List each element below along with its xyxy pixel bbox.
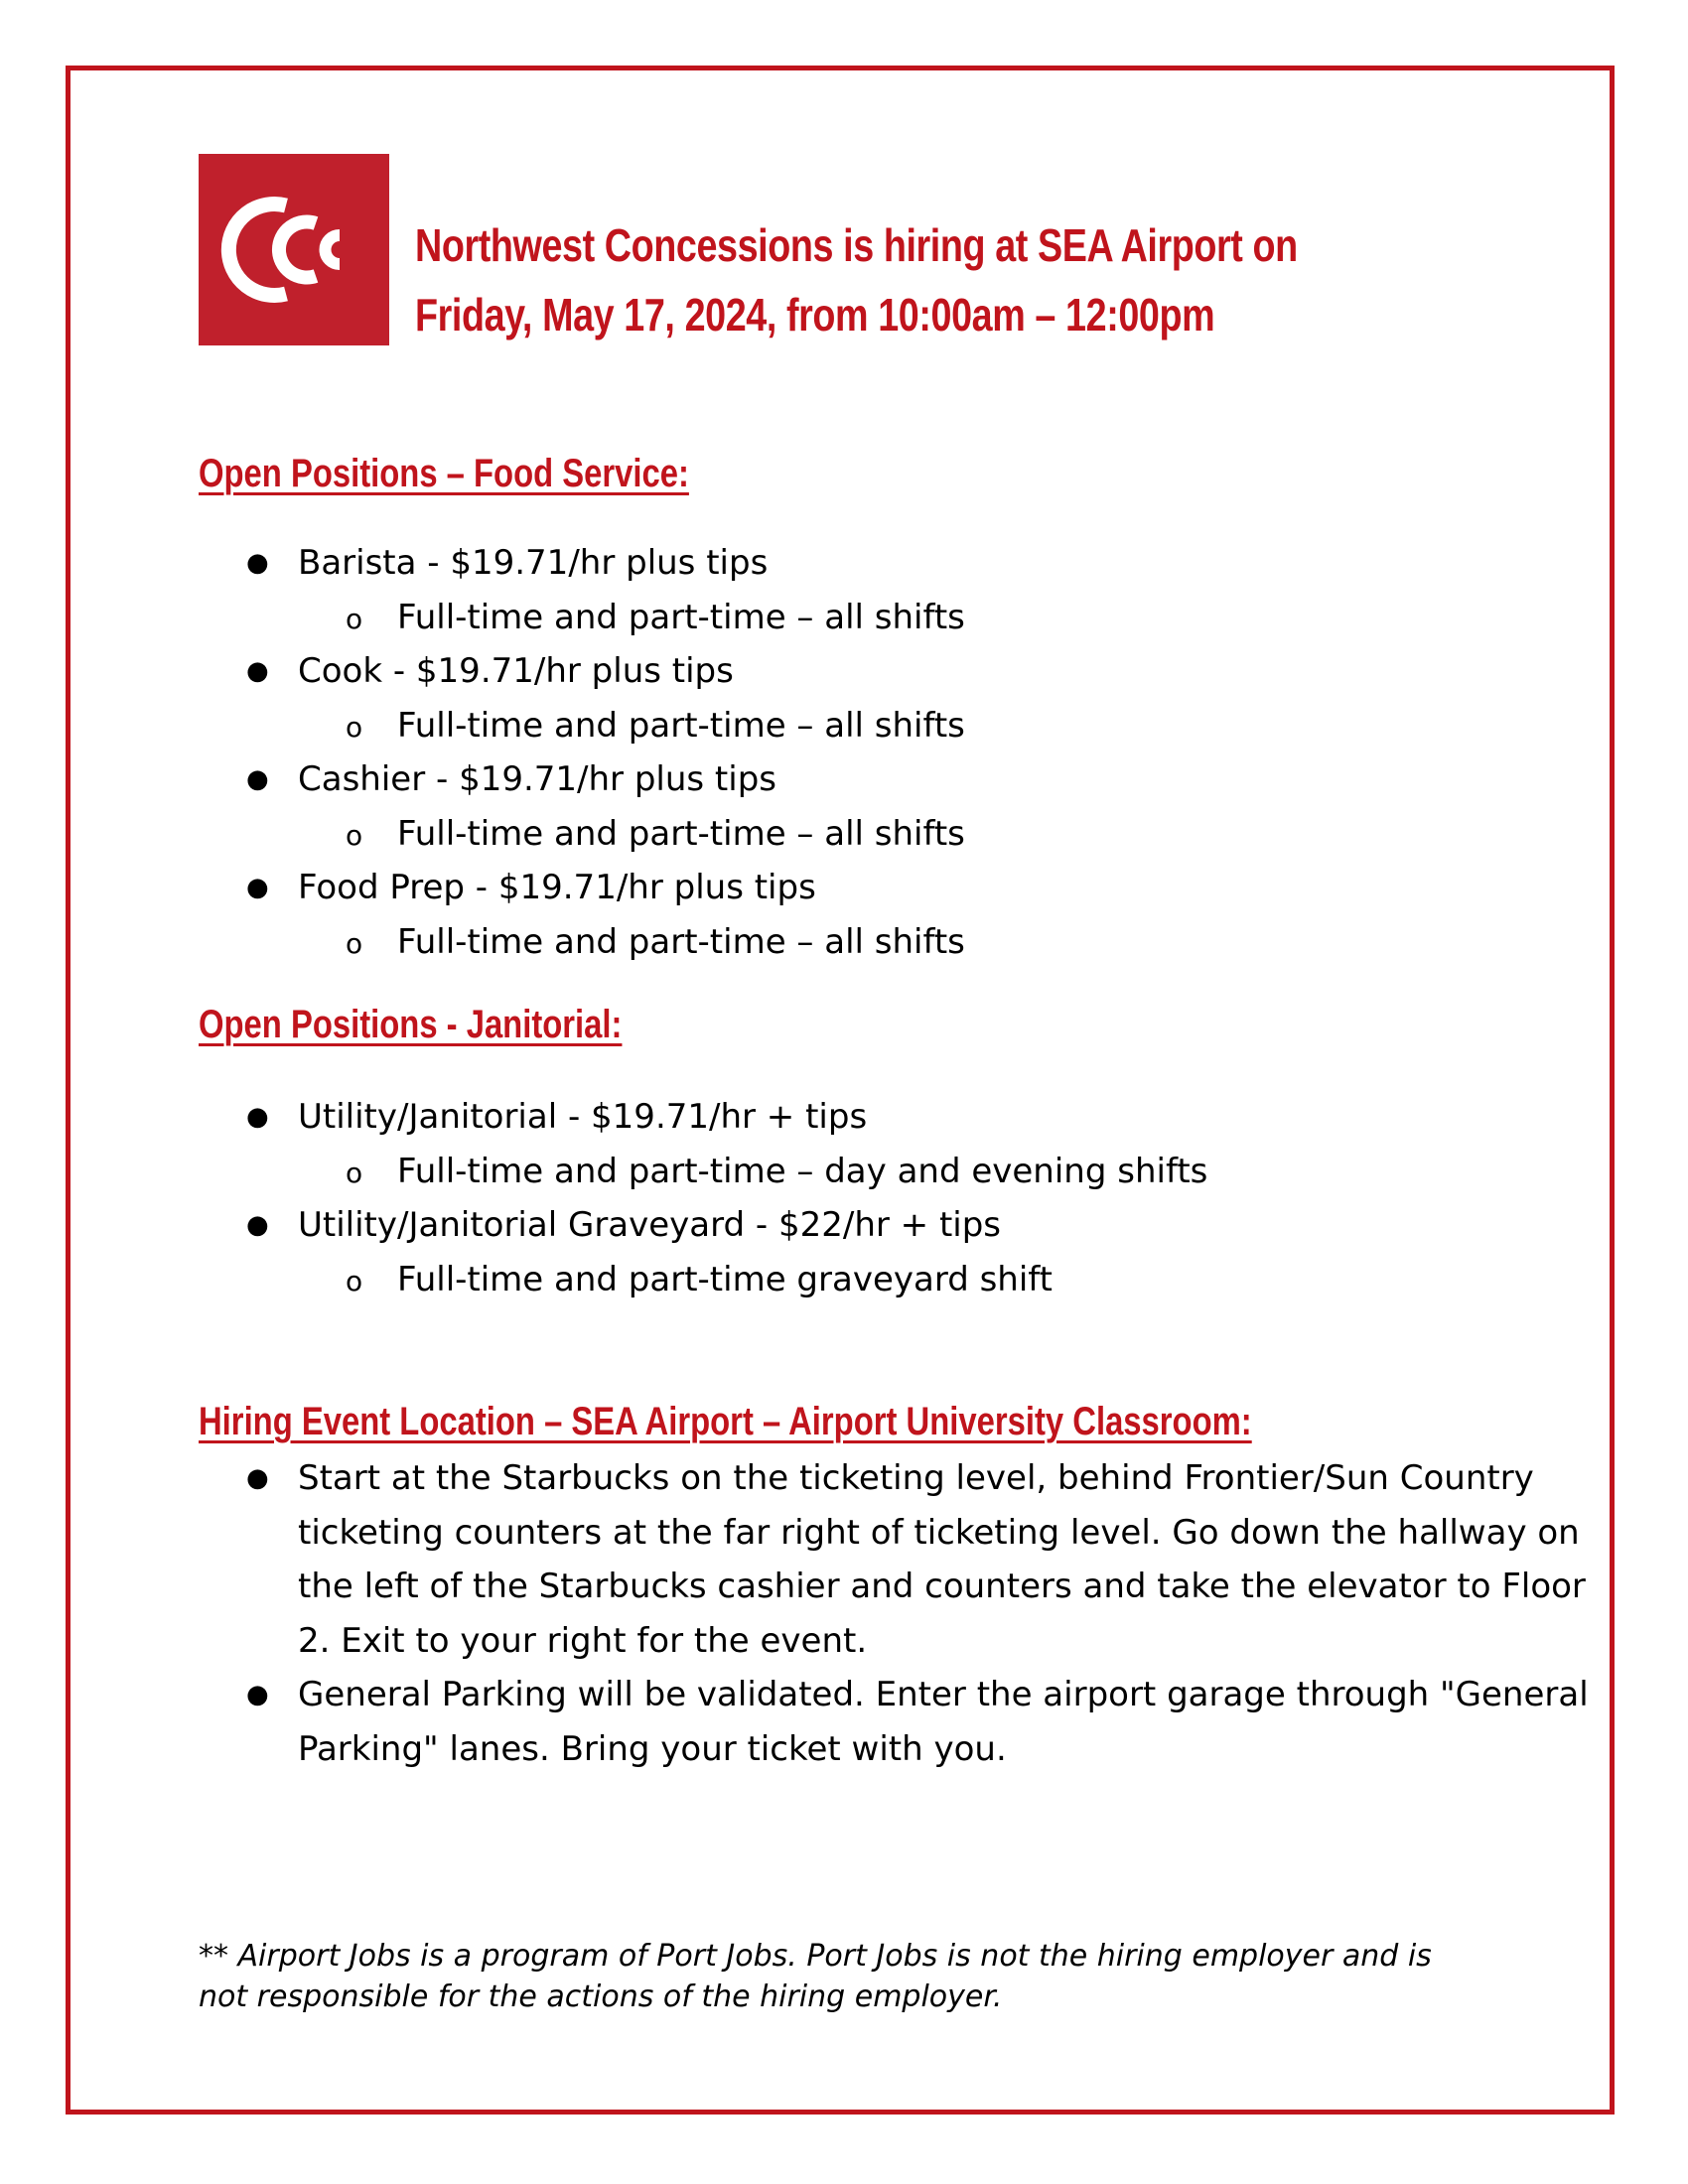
circle-bullet-icon: o [346, 926, 363, 960]
company-logo [199, 154, 389, 345]
position-detail: Full-time and part-time – all shifts [397, 813, 965, 854]
bullet-icon: ● [246, 656, 269, 686]
bullet-icon: ● [246, 764, 269, 794]
bullet-icon: ● [246, 1463, 269, 1493]
headline-line-1: Northwest Concessions is hiring at SEA Airport on [415, 219, 1298, 271]
list-item [199, 861, 1609, 915]
janitorial-list [199, 1090, 1609, 1306]
position-title: Cashier - $19.71/hr plus tips [298, 759, 776, 799]
list-item [199, 1668, 1589, 1776]
position-detail: Full-time and part-time graveyard shift [397, 1259, 1053, 1299]
food-service-list [199, 536, 1609, 969]
circle-bullet-icon: o [346, 710, 363, 744]
bullet-icon: ● [246, 873, 269, 902]
list-item [199, 1451, 1589, 1668]
parking-info: General Parking will be validated. Enter the airport garage through "General Parking" lanes. Bring your ticket with you. [298, 1675, 1589, 1769]
list-item [199, 1145, 1609, 1199]
list-item [199, 752, 1609, 807]
circle-bullet-icon: o [346, 602, 363, 635]
position-title: Barista - $19.71/hr plus tips [298, 543, 769, 583]
list-item [199, 536, 1609, 591]
location-list [199, 1451, 1609, 1776]
location-heading: Hiring Event Location – SEA Airport – Airport University Classroom: [199, 1400, 1252, 1443]
list-item [199, 1198, 1609, 1253]
circle-bullet-icon: o [346, 818, 363, 852]
position-title: Utility/Janitorial - $19.71/hr + tips [298, 1097, 868, 1137]
headline [415, 210, 1351, 349]
circle-bullet-icon: o [346, 1264, 363, 1297]
disclaimer: ** Airport Jobs is a program of Port Jobs. Port Jobs is not the hiring employer and is not responsible for the actions of the hiring employer. [199, 1939, 1432, 2014]
list-item [199, 807, 1609, 862]
headline-line-2: Friday, May 17, 2024, from 10:00am – 12:00pm [415, 289, 1215, 341]
list-item [199, 699, 1609, 753]
janitorial-heading: Open Positions - Janitorial: [199, 1003, 623, 1046]
bullet-icon: ● [246, 1680, 269, 1709]
circle-bullet-icon: o [346, 1156, 363, 1189]
bullet-icon: ● [246, 548, 269, 578]
position-detail: Full-time and part-time – all shifts [397, 597, 965, 637]
food-service-heading: Open Positions – Food Service: [199, 452, 689, 495]
position-detail: Full-time and part-time – all shifts [397, 705, 965, 746]
list-item [199, 644, 1609, 699]
list-item [199, 591, 1609, 645]
list-item [199, 1253, 1609, 1307]
position-title: Cook - $19.71/hr plus tips [298, 651, 734, 691]
position-title: Utility/Janitorial Graveyard - $22/hr + tips [298, 1205, 1002, 1245]
position-detail: Full-time and part-time – day and evening shifts [397, 1151, 1208, 1191]
list-item [199, 915, 1609, 970]
cc-logo-icon [199, 154, 389, 345]
list-item [199, 1090, 1609, 1145]
location-directions: Start at the Starbucks on the ticketing level, behind Frontier/Sun Country ticketing counters at the far right of ticketing level. Go down the hallway on the left of the Starbucks cashier and counters and take the elevator to Floor 2. Exit to your right for the event. [298, 1458, 1586, 1661]
bullet-icon: ● [246, 1210, 269, 1240]
bullet-icon: ● [246, 1102, 269, 1132]
position-title: Food Prep - $19.71/hr plus tips [298, 868, 816, 907]
position-detail: Full-time and part-time – all shifts [397, 921, 965, 962]
